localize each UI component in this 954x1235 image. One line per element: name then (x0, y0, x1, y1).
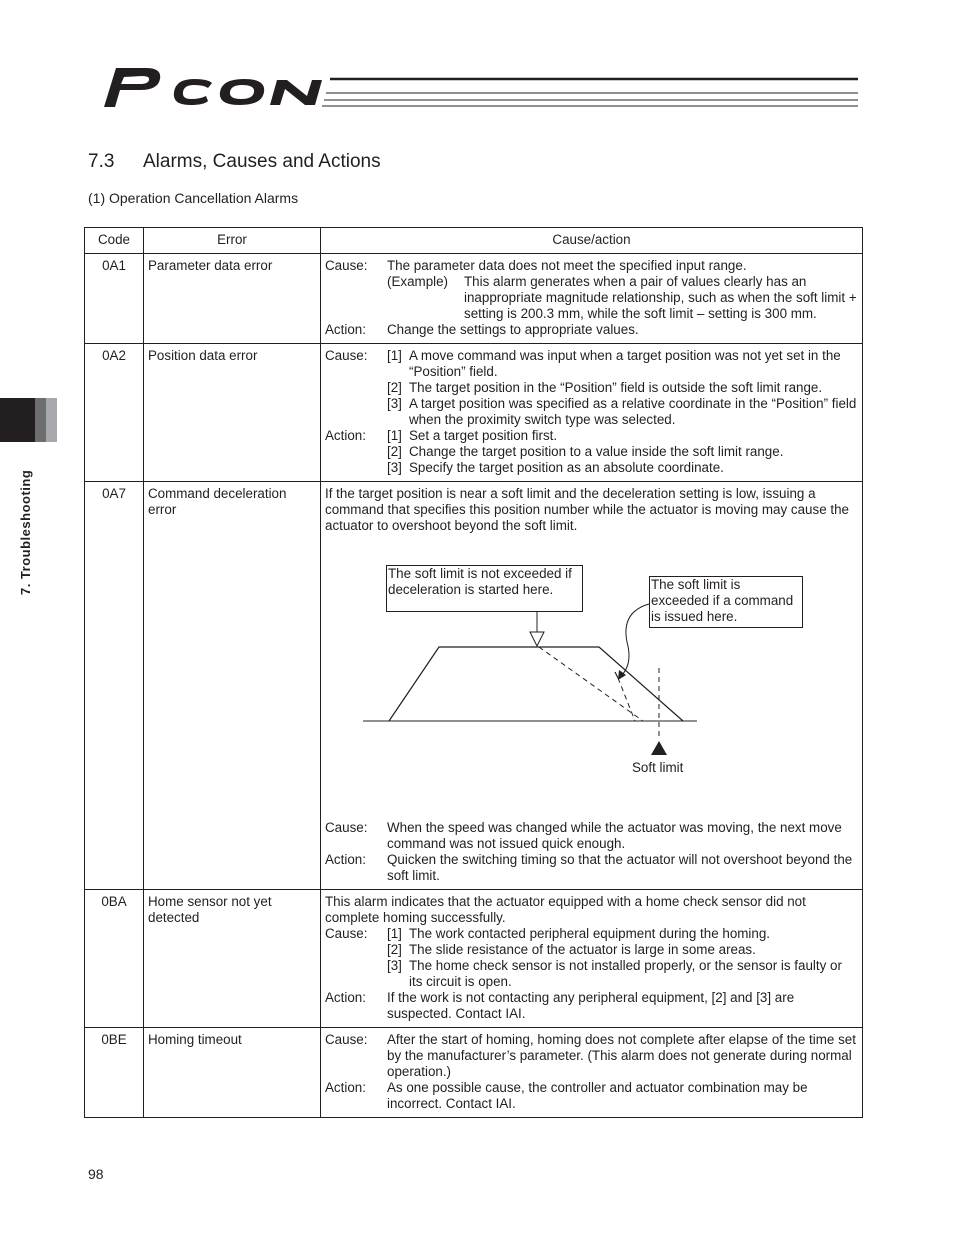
deceleration-start-arrow (530, 632, 544, 646)
alarm-error: Position data error (144, 344, 321, 482)
chapter-tab-marker (0, 398, 57, 442)
list-number: [2] (387, 380, 402, 395)
section-number: 7.3 (88, 151, 115, 172)
alarm-error: Command deceleration error (144, 482, 321, 890)
alarm-cause-action (321, 254, 863, 344)
list-item: Specify the target position as an absolute coordinate. (409, 460, 724, 475)
cause-label: Cause: (325, 926, 368, 941)
table-row (85, 254, 863, 344)
alarm-code: 0A2 (85, 344, 144, 482)
command-point-pointer (621, 604, 649, 676)
section-heading: Alarms, Causes and Actions (143, 151, 381, 172)
list-number: [1] (387, 348, 402, 363)
callout-no-exceed: The soft limit is not exceeded if deceleration is started here. (386, 565, 583, 612)
list-number: [2] (387, 942, 402, 957)
table-row (85, 482, 863, 890)
list-item: Change the target position to a value inside the soft limit range. (409, 444, 784, 459)
action-text: Change the settings to appropriate values. (387, 322, 639, 337)
list-number: [1] (387, 926, 402, 941)
action-label: Action: (325, 322, 366, 337)
intro-text: This alarm indicates that the actuator equipped with a home check sensor did not complete homing successfully. (325, 894, 806, 925)
list-number: [3] (387, 958, 402, 973)
chapter-side-label: 7. Troubleshooting (18, 469, 33, 595)
list-number: [3] (387, 460, 402, 475)
soft-limit-label: Soft limit (632, 760, 684, 775)
action-label: Action: (325, 852, 366, 867)
list-item: A target position was specified as a relative coordinate in the “Position” field when the proximity switch type was selected. (409, 396, 857, 427)
logo-text: PCON (94, 62, 97, 63)
list-item: The work contacted peripheral equipment during the homing. (409, 926, 771, 941)
alarm-cause-action (321, 890, 863, 1028)
action-label: Action: (325, 990, 366, 1005)
list-number: [2] (387, 444, 402, 459)
action-text: If the work is not contacting any peripheral equipment, [2] and [3] are suspected. Contact IAI. (387, 990, 795, 1021)
list-number: [1] (387, 428, 402, 443)
section-title (88, 151, 381, 173)
deceleration-diagram (325, 546, 859, 808)
soft-limit-arrow (651, 741, 667, 755)
list-item: The target position in the “Position” field is outside the soft limit range. (409, 380, 823, 395)
cause-label: Cause: (325, 1032, 368, 1047)
example-label: (Example) (387, 274, 449, 289)
intro-text: If the target position is near a soft limit and the deceleration setting is low, issuing a command that specifies this position number while the actuator is moving may cause the actuator to overshoot beyond the soft limit. (325, 486, 849, 533)
example-text: This alarm generates when a pair of values clearly has an inappropriate magnitude relationship, such as when the soft limit + setting is 200.3 mm, while the soft limit – setting is 300 mm. (464, 274, 857, 321)
pcon-logo (94, 62, 864, 112)
list-item: The slide resistance of the actuator is large in some areas. (409, 942, 756, 957)
alarm-code: 0A7 (85, 482, 144, 890)
alarm-cause-action (321, 482, 863, 890)
speed-profile-line (389, 647, 683, 721)
alarm-code: 0BE (85, 1028, 144, 1118)
subsection-title: (1) Operation Cancellation Alarms (88, 190, 299, 206)
alarm-table (84, 227, 863, 1118)
action-label: Action: (325, 428, 366, 443)
dashed-deceleration-line (539, 647, 643, 721)
cause-text: After the start of homing, homing does not complete after elapse of the time set by the manufacturer’s parameter. (This alarm does not generate during normal operation.) (387, 1032, 856, 1079)
list-item: A move command was input when a target position was not yet set in the “Position” field. (409, 348, 841, 379)
alarm-error: Parameter data error (144, 254, 321, 344)
page-number: 98 (88, 1166, 104, 1182)
cause-text: The parameter data does not meet the specified input range. (387, 258, 747, 273)
pcon-logo-graphic (94, 62, 864, 112)
table-row (85, 344, 863, 482)
alarm-cause-action (321, 344, 863, 482)
callout-exceed: The soft limit is exceeded if a command is issued here. (649, 576, 803, 628)
table-row (85, 1028, 863, 1118)
table-row (85, 890, 863, 1028)
action-text: Quicken the switching timing so that the actuator will not overshoot beyond the soft limit. (387, 852, 853, 883)
cause-text: When the speed was changed while the actuator was moving, the next move command was not issued quick enough. (387, 820, 842, 851)
table-header-row (85, 228, 863, 254)
alarm-cause-action (321, 1028, 863, 1118)
header-error: Error (144, 228, 321, 254)
list-number: [3] (387, 396, 402, 411)
list-item: The home check sensor is not installed properly, or the sensor is faulty or its circuit is open. (409, 958, 842, 989)
cause-label: Cause: (325, 820, 368, 835)
alarm-code: 0A1 (85, 254, 144, 344)
alarm-error: Homing timeout (144, 1028, 321, 1118)
list-item: Set a target position first. (409, 428, 558, 443)
header-code: Code (85, 228, 144, 254)
action-text: As one possible cause, the controller and actuator combination may be incorrect. Contact IAI. (387, 1080, 808, 1111)
header-cause-action: Cause/action (321, 228, 863, 254)
cause-label: Cause: (325, 348, 368, 363)
alarm-error: Home sensor not yet detected (144, 890, 321, 1028)
cause-label: Cause: (325, 258, 368, 273)
alarm-code: 0BA (85, 890, 144, 1028)
action-label: Action: (325, 1080, 366, 1095)
